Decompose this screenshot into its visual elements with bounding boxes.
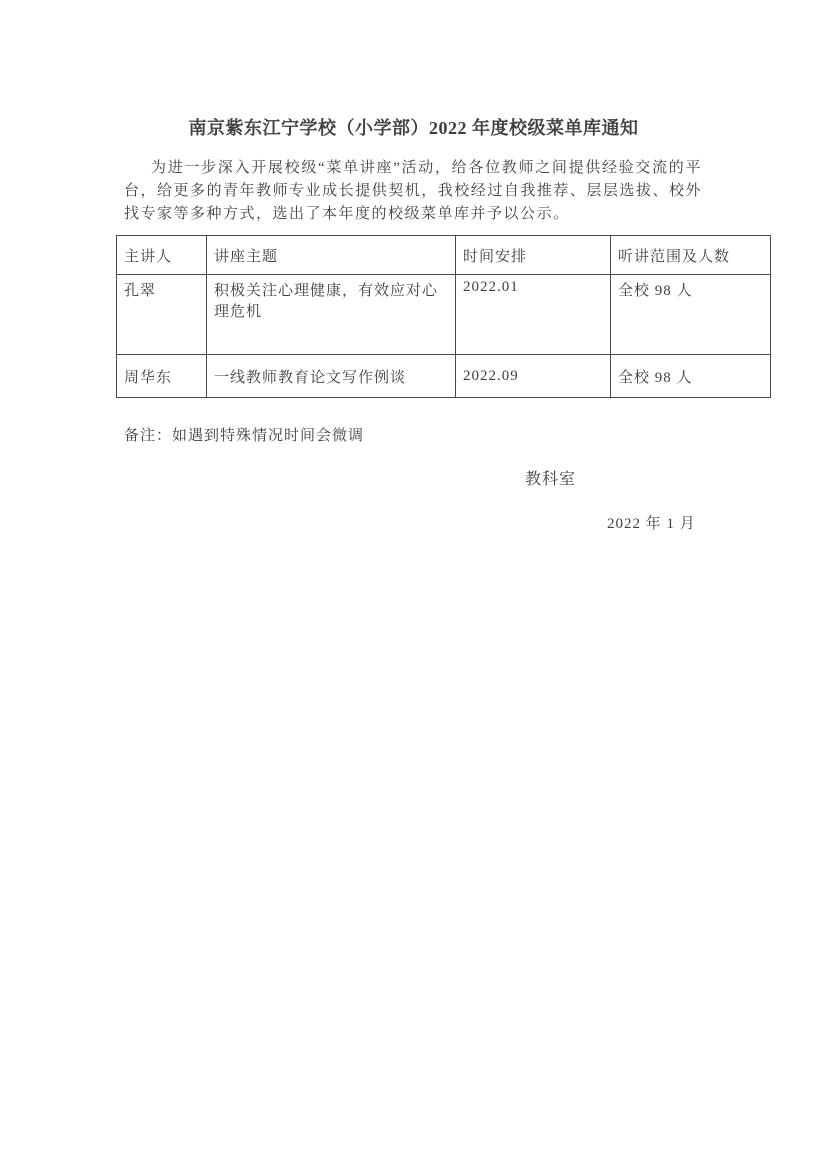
cell-time: 2022.09: [456, 355, 611, 398]
cell-audience: 全校 98 人: [611, 275, 771, 355]
cell-topic: 积极关注心理健康，有效应对心理危机: [207, 275, 456, 355]
signature-date: 2022 年 1 月: [607, 516, 696, 532]
cell-audience: 全校 98 人: [611, 355, 771, 398]
header-speaker: 主讲人: [117, 236, 207, 275]
cell-speaker: 孔翠: [117, 275, 207, 355]
header-audience: 听讲范围及人数: [611, 236, 771, 275]
header-time: 时间安排: [456, 236, 611, 275]
table-row: [117, 355, 771, 398]
intro-paragraph: 为进一步深入开展校级“菜单讲座”活动，给各位教师之间提供经验交流的平台，给更多的青年教师专业成长提供契机，我校经过自我推荐、层层选拔、校外找专家等多种方式，选出了本年度的校级菜单库并予以公示。: [124, 160, 702, 222]
signature-department: 教科室: [525, 471, 577, 488]
header-topic: 讲座主题: [207, 236, 456, 275]
cell-speaker: 周华东: [117, 355, 207, 398]
table-header-row: [117, 236, 771, 275]
lecture-schedule-table: [116, 235, 771, 398]
document-title: 南京紫东江宁学校（小学部）2022 年度校级菜单库通知: [188, 118, 639, 138]
cell-topic: 一线教师教育论文写作例谈: [207, 355, 456, 398]
table-row: [117, 275, 771, 355]
cell-time: 2022.01: [456, 275, 611, 355]
remark-line: 备注：如遇到特殊情况时间会微调: [124, 428, 365, 444]
